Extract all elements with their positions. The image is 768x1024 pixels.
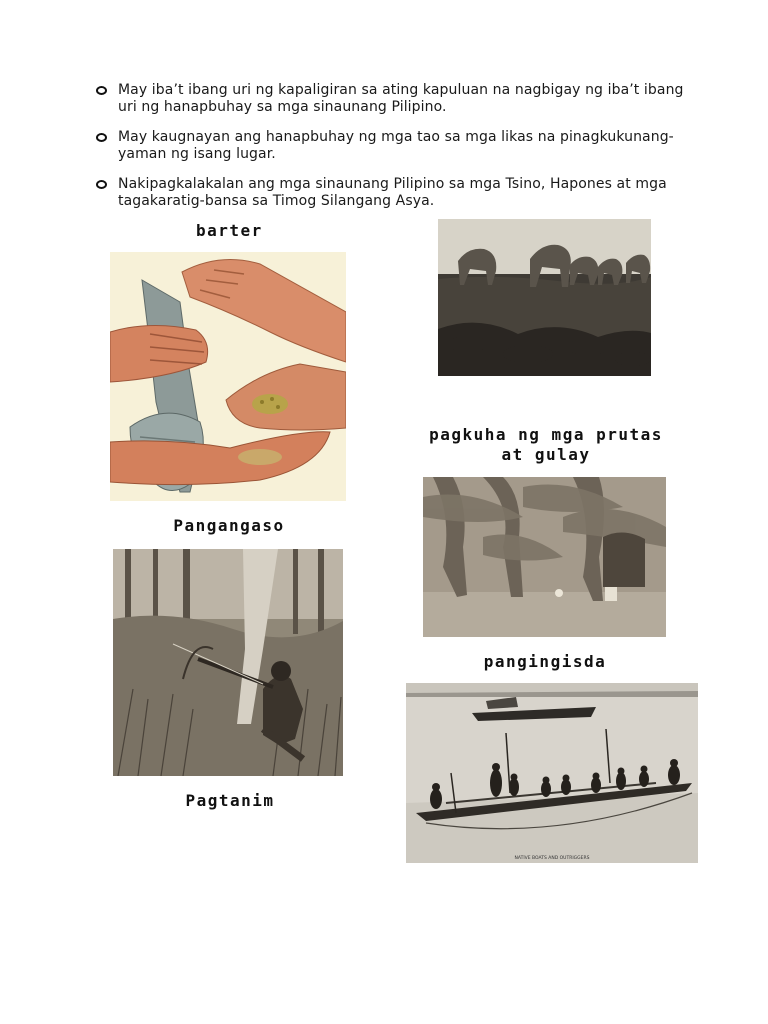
farmers-field-photo	[438, 219, 651, 376]
barter-photo	[110, 252, 346, 501]
bullet-list	[96, 82, 696, 223]
caption-barter: barter	[196, 221, 263, 240]
photo-credit: NATIVE BOATS AND OUTRIGGERS	[514, 856, 590, 861]
bullet-text: Nakipagkalakalan ang mga sinaunang Pilipino sa mga Tsino, Hapones at mga tagakaratig-bansa sa Timog Silangang Asya.	[118, 176, 667, 209]
bullet-item	[96, 176, 696, 210]
caption-pagkuha-line2: at gulay	[501, 445, 591, 464]
circle-bullet-icon	[96, 180, 107, 189]
bullet-item	[96, 129, 696, 163]
fruit-gathering-photo	[423, 477, 666, 637]
bullet-item	[96, 82, 696, 116]
bullet-text: May iba’t ibang uri ng kapaligiran sa ating kapuluan na nagbigay ng iba’t ibang uri ng hanapbuhay sa mga sinaunang Pilipino.	[118, 82, 684, 115]
caption-pagkuha	[410, 425, 682, 465]
caption-pangangaso: Pangangaso	[173, 516, 285, 535]
caption-pangingisda: pangingisda	[483, 652, 607, 671]
circle-bullet-icon	[96, 133, 107, 142]
caption-pagkuha-line1: pagkuha ng mga prutas	[429, 425, 663, 444]
bullet-text: May kaugnayan ang hanapbuhay ng mga tao sa mga likas na pinagkukunang-yaman ng isang lugar.	[118, 129, 674, 162]
fishing-boats-photo	[406, 683, 698, 863]
caption-pagtanim: Pagtanim	[185, 791, 275, 810]
circle-bullet-icon	[96, 86, 107, 95]
hunter-photo	[113, 549, 343, 776]
